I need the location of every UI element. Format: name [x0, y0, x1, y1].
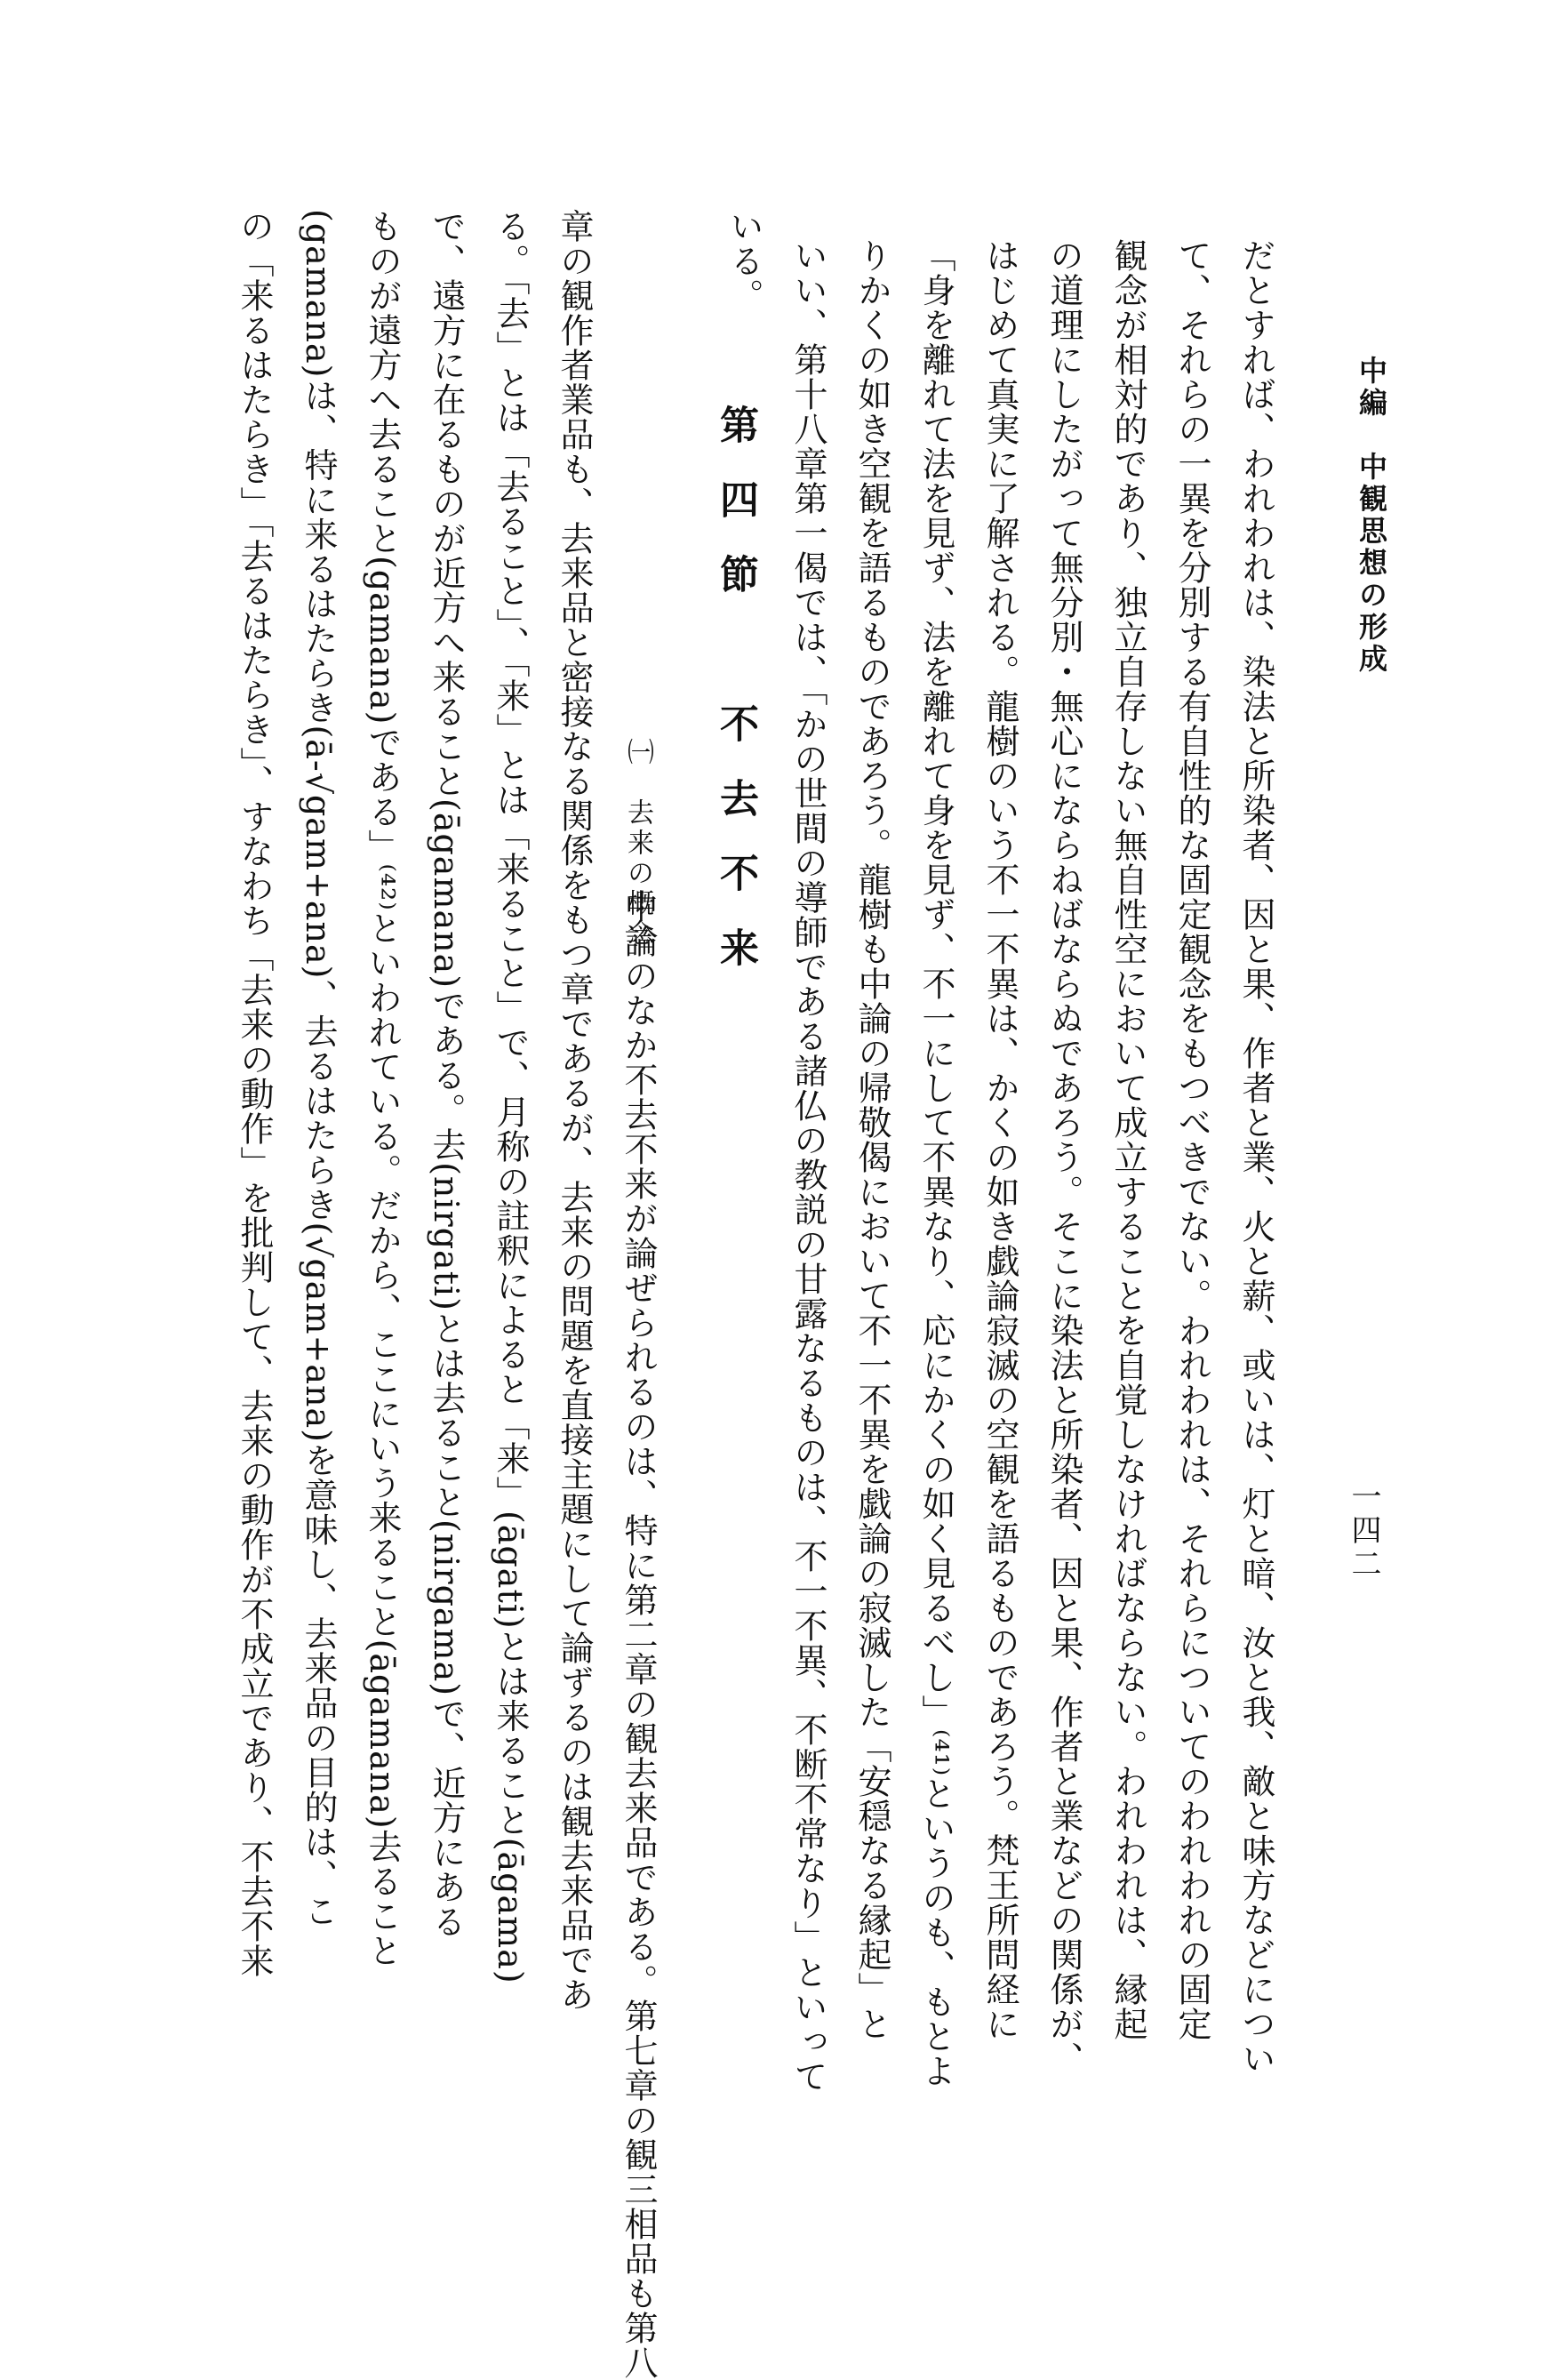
text-column: 「身を離れて法を見ず、法を離れて身を見ず、不一にして不異なり、応にかくの如く見るべし」⁽⁴¹⁾というのも、もとよ — [916, 238, 955, 2089]
running-header-title: 中編 中観思想の形成 — [1355, 356, 1388, 676]
subsection-heading: ㈠ 去来の概念 — [622, 738, 653, 950]
text-column: て、それらの一異を分別する有自性的な固定観念をもつべきでない。われわれは、それらについてのわれわれの固定 — [1172, 238, 1211, 2041]
text-column: はじめて真実に了解される。龍樹のいう不一不異は、かくの如き戯論寂滅の空観を語るものであろう。梵王所問経に — [980, 238, 1019, 2041]
text-column: で、遠方に在るものが近方へ来ること(āgamana)である。去(nirgati)とは去ること(nirgama)で、近方にある — [427, 209, 466, 1940]
section-title: 第四節 不去不来 — [713, 405, 758, 1002]
text-column: 中論のなか不去不来が論ぜられるのは、特に第二章の観去来品である。第七章の観三相品も第八 — [619, 889, 658, 2380]
text-column: いる。 — [724, 209, 764, 313]
text-column: の道理にしたがって無分別・無心にならねばならぬであろう。そこに染法と所染者、因と果、作者と業などの関係が、 — [1044, 238, 1083, 2076]
text-column: いい、第十八章第一偈では、「かの世間の導師である諸仏の教説の甘露なるものは、不一不異、不断不常なり」といって — [788, 238, 827, 2094]
text-column: だとすれば、われわれは、染法と所染者、因と果、作者と業、火と薪、或いは、灯と暗、汝と我、敵と味方などについ — [1236, 238, 1275, 2076]
text-column: る。「去」とは「去ること」、「来」とは「来ること」で、月称の註釈によると「来」(āgati)とは来ること(āgama) — [491, 209, 530, 1984]
text-column: りかくの如き空観を語るものであろう。龍樹も中論の帰敬偈において不一不異を戯論の寂滅した「安穏なる縁起」と — [852, 238, 891, 2041]
text-column: の「来るはたらき」「去るはたらき」、すなわち「去来の動作」を批判して、去来の動作が不成立であり、不去不来 — [235, 209, 274, 1978]
text-column: (gamana)は、特に来るはたらき(ā-√gam+ana)、去るはたらき(√gam+ana)を意味し、去来品の目的は、こ — [299, 209, 338, 1928]
text-column: ものが遠方へ去ること(gamana)である」⁽⁴²⁾といわれている。だから、ここにいう来ること(āgamana)去ること — [363, 209, 402, 1968]
page-number: 一四二 — [1346, 1480, 1381, 1582]
text-column: 章の観作者業品も、去来品と密接なる関係をもつ章であるが、去来の問題を直接主題にして論ずるのは観去来品であ — [555, 209, 594, 2012]
text-column: 観念が相対的であり、独立自存しない無自性空において成立することを自覚しなければならない。われわれは、縁起 — [1108, 238, 1147, 2041]
